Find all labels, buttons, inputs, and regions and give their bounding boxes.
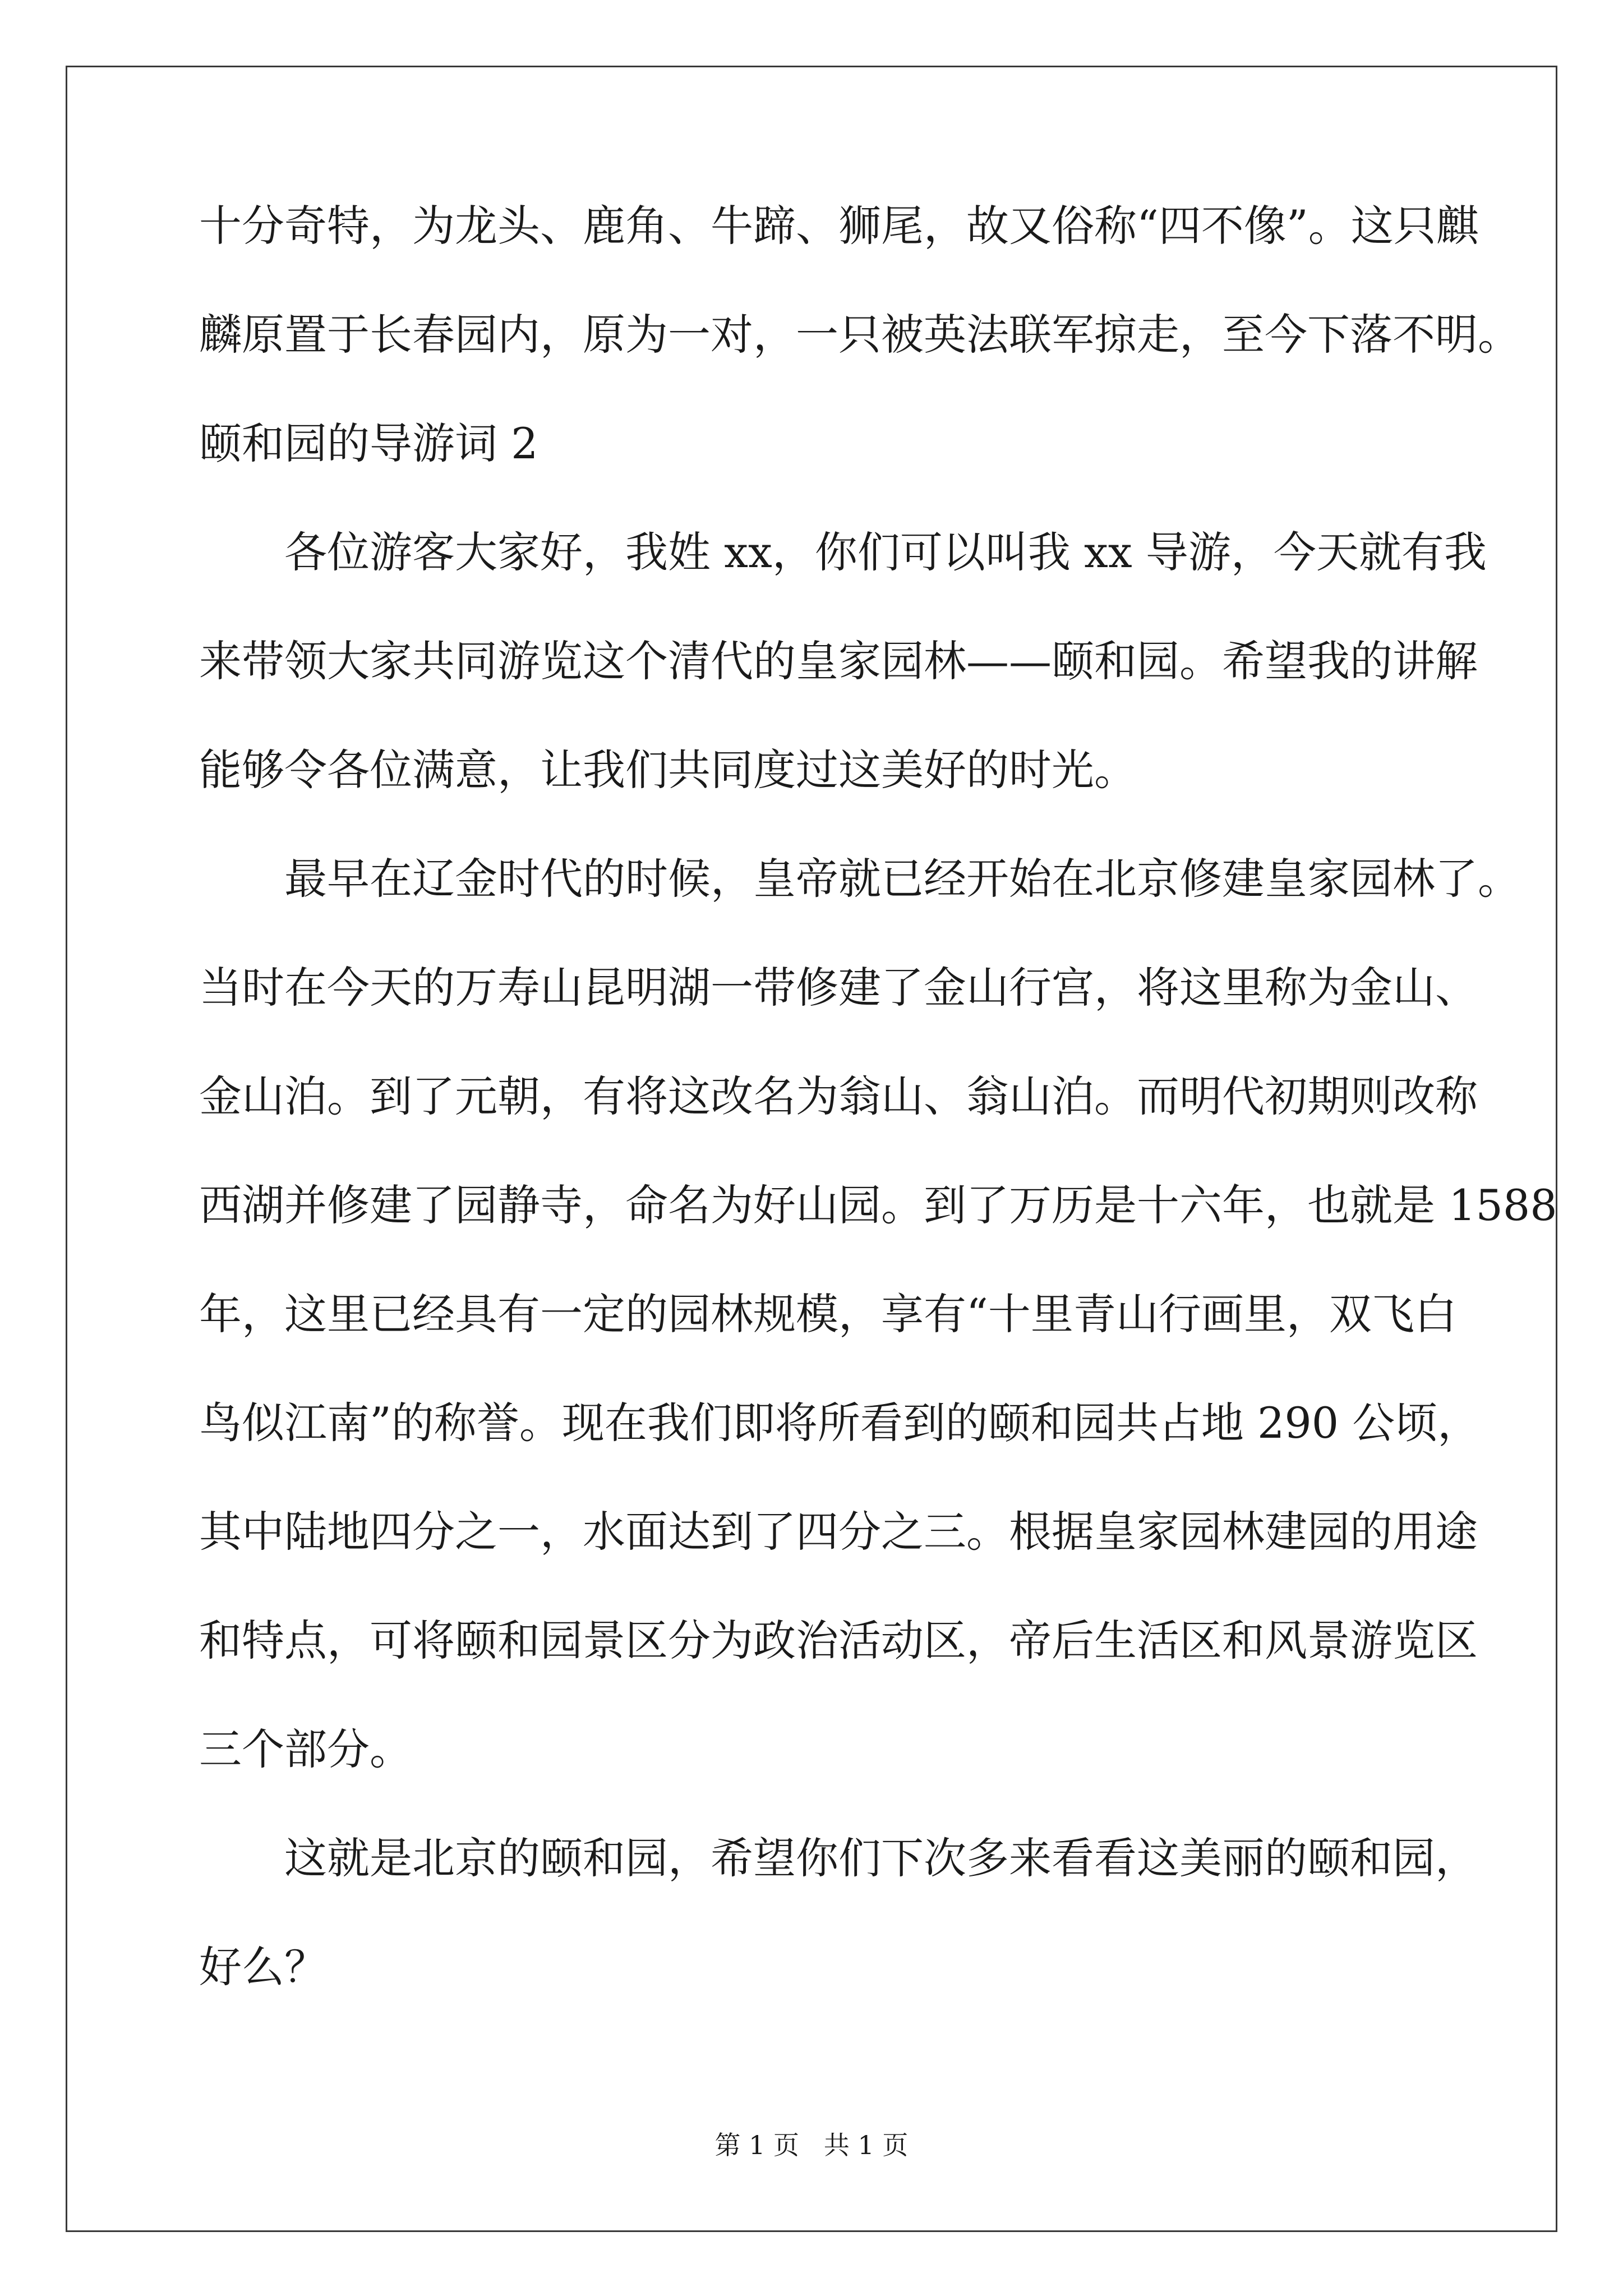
text-line: 最早在辽金时代的时候，皇帝就已经开始在北京修建皇家园林了。 — [284, 854, 1520, 904]
text-line: 鸟似江南”的称誉。现在我们即将所看到的颐和园共占地 290 公顷， — [199, 1398, 1481, 1448]
text-line: 金山泊。到了元朝，有将这改名为翁山、翁山泊。而明代初期则改称 — [199, 1071, 1478, 1121]
text-line: 当时在今天的万寿山昆明湖一带修建了金山行宫，将这里称为金山、 — [199, 963, 1478, 1013]
text-line: 好么？ — [199, 1942, 327, 1992]
text-line: 年，这里已经具有一定的园林规模，享有“十里青山行画里，双飞白 — [199, 1289, 1457, 1339]
page-border — [66, 66, 1557, 2232]
text-line: 和特点，可将颐和园景区分为政治活动区，帝后生活区和风景游览区 — [199, 1616, 1478, 1665]
text-line: 麟原置于长春园内，原为一对，一只被英法联军掠走，至今下落不明。 — [199, 310, 1520, 360]
text-line: 各位游客大家好，我姓 xx，你们可以叫我 xx 导游，今天就有我 — [284, 527, 1487, 577]
text-line: 十分奇特，为龙头、鹿角、牛蹄、狮尾，故又俗称“四不像”。这只麒 — [199, 201, 1479, 251]
text-line: 三个部分。 — [199, 1724, 412, 1774]
text-line: 来带领大家共同游览这个清代的皇家园林——颐和园。希望我的讲解 — [199, 636, 1478, 686]
text-line: 这就是北京的颐和园，希望你们下次多来看看这美丽的颐和园， — [284, 1833, 1478, 1883]
text-line: 其中陆地四分之一，水面达到了四分之三。根据皇家园林建园的用途 — [199, 1507, 1478, 1557]
page-footer: 第 1 页 共 1 页 — [714, 2130, 909, 2160]
section-heading: 颐和园的导游词 2 — [199, 418, 538, 468]
text-line: 西湖并修建了园静寺，命名为好山园。到了万历是十六年，也就是 1588 — [199, 1180, 1557, 1230]
text-line: 能够令各位满意，让我们共同度过这美好的时光。 — [199, 745, 1137, 795]
